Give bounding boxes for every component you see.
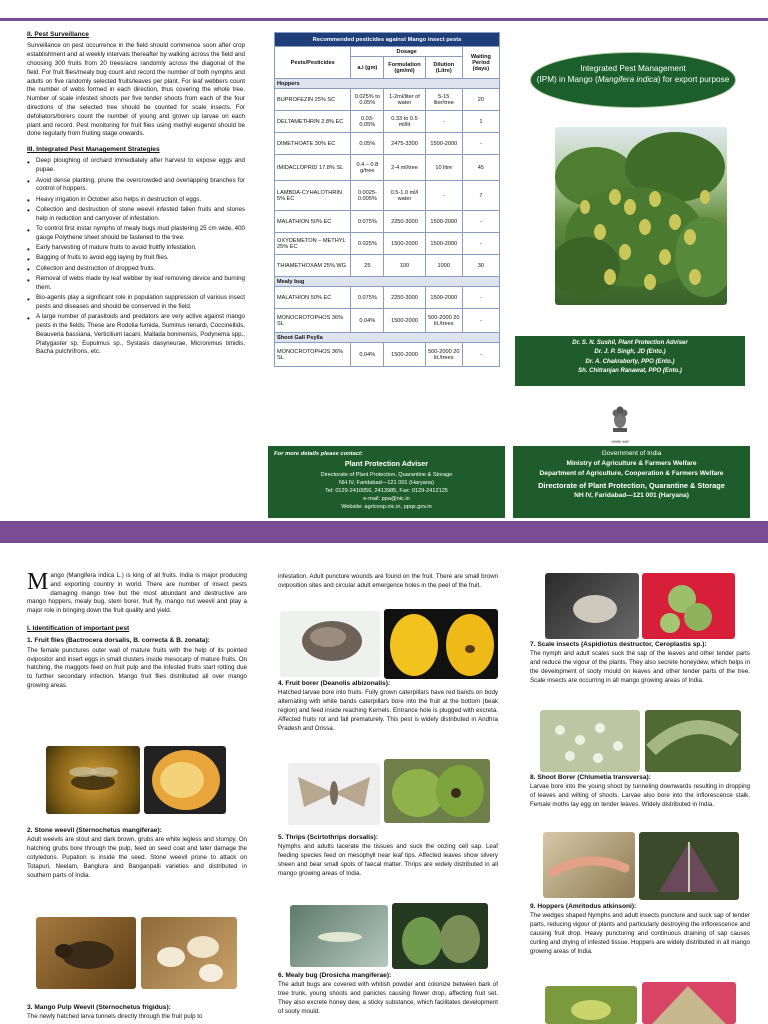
fruit-fly-image (46, 746, 140, 814)
table-row: BUPROFEZIN 25% SC 0.025% to 0.05% 1-2ml/liter of water 5-15 liter/tree 20 (275, 89, 500, 111)
contact-website: Website: agricoop.nic.in, ppqs.gov.in (341, 504, 432, 511)
pest-title-scale-insects: 7. Scale insects (Aspidiotus destructor, Ceroplastis sp.): (530, 641, 707, 648)
table-row: MONOCROTOPHOS 36% SL 0.04% 1500-2000 500-2000 20 lit./trees - (275, 343, 500, 367)
top-divider (0, 18, 768, 21)
contact-name: Plant Protection Adviser (344, 459, 429, 469)
scale-fruit-image (642, 573, 735, 639)
gov-line: Department of Agriculture, Cooperation & Farmers Welfare (539, 470, 724, 478)
shoot-borer-damage-image (639, 832, 739, 900)
scale-insect-image (545, 573, 639, 639)
list-item: • Deep ploughing of orchard immediately after harvest to expose eggs and pupae. (27, 157, 245, 175)
government-box (513, 446, 750, 518)
col-dilution: Dilution (Litre) (425, 57, 462, 79)
contact-line: Tel: 0129-2410056, 2413985, Fax: 0129-2412125 (325, 488, 448, 495)
fruit-borer-moth-image (288, 763, 380, 825)
hopper-inflorescence-photo (642, 982, 736, 1024)
list-item: • Collection and destruction of stone weevil infested fallen fruits and stones help in reduction and carryover of infestation. (27, 206, 245, 224)
identification-heading: I. Identification of important pest (27, 624, 130, 632)
table-row: LAMBDA-CYHALOTHRIN 5% EC 0.0025-0.005% 0.5-1.0 ml/l water - 7 (275, 181, 500, 211)
bottom-col-mid-3 (278, 833, 498, 882)
list-item: • A large number of parasitoids and predators are very active against mango pests in the fields. These are Rodolia fumida, Suminus renardi, Coccinellids, Beauveria bassiana, Verticilium lacani, Mallada boninensis, Podynema spp., Platygaster sp, Eupulmus sp., Systasis dasyneurae, Micronimus timidis, Bacha pulchrifrons, etc. (27, 313, 245, 357)
pest-title-shoot-borer: 8. Shoot Borer (Chlumetia transversa): (530, 774, 651, 781)
scale-branch-image (645, 710, 741, 772)
pest-title-thrips: 5. Thrips (Scirtothrips dorsalis): (278, 834, 379, 841)
table-title: Recommended pesticides against Mango insect pests (275, 33, 500, 47)
table-row: THIAMETHOXAM 25% WG 25 100 1000 30 (275, 255, 500, 277)
bottom-col-right-3 (530, 902, 750, 959)
pest-text-stone-weevil: Adult weevils are stout and dark brown, grubs are white legless and stumpy. On hatching grubs bore through the pulp, feed on seed coat and later damage the cotyledons. Pupation is inside the seed. Stone weevil prone to attack on Totapuri, Neelam, Banglura and Banganpalli varieties and distributed in southern parts of India. (27, 836, 247, 879)
thrips-image (290, 905, 388, 967)
list-item: • To control first instar nymphs of mealy bugs mud plastering 25 cm wide, 400 gauge Polythene sheet should be fastened to the tree. (27, 225, 245, 243)
col-formulation: Formulation (gm/ml) (384, 57, 426, 79)
pest-title-stone-weevil: 2. Stone weevil (Sternochetus mangiferae): (27, 827, 162, 834)
weevil-grubs-image (141, 917, 237, 989)
gov-line: Directorate of Plant Protection, Quarantine & Storage (538, 480, 725, 490)
list-item: • Heavy irrigation in October also helps in destruction of eggs. (27, 196, 245, 205)
hopper-image (545, 986, 637, 1024)
col-pest: Pests/Pesticides (275, 47, 351, 79)
fruit-fly-photo (46, 746, 140, 814)
shoot-borer-larva-image (543, 832, 635, 898)
pest-title-mealy-bug: 6. Mealy bug (Drosicha mangiferae): (278, 972, 392, 979)
list-item: • Early harvesting of mature fruits to avoid fruitfly infestation. (27, 244, 245, 253)
pest-text-thrips: Nymphs and adults lacerate the tissues and suck the oozing cell sap. Leaf feeding species feed on mesophyll near leaf tips. Affected leaves show silvery sheen and bear small spots of faecal matter. Thrips are widely distributed in all mango growing areas of India. (278, 843, 498, 877)
fold-band (0, 521, 768, 543)
contact-box (268, 446, 505, 518)
author: Dr. S. N. Sushil, Plant Protection Adviser (572, 340, 688, 346)
pest-title-pulp-weevil: 3. Mango Pulp Weevil (Sternochetus frigidus): (27, 1004, 171, 1011)
table-row: MONOCROTOPHOS 36% SL 0.04% 1500-2000 500-2000 20 lit./trees - (275, 309, 500, 333)
infested-mango-photo (144, 746, 226, 814)
table-row: MALATHION 50% EC 0.075% 2250-3000 1500-2000 - (275, 211, 500, 233)
pest-title-fruit-borer: 4. Fruit borer (Deanolis albizonalis): (278, 680, 391, 687)
pest-text-shoot-borer: Larvae bore into the young shoot by tunneling downwards resulting in dropping of leaves and wilting of shoots. Larvae also bore into the inflorescence stalk. Female moths lay egg on tender leaves. Widely distributed in India. (530, 783, 750, 808)
col-waiting: Waiting Period (days) (462, 47, 499, 79)
list-item: • Avoid dense planting, prune the overcrowded and overlapping branches for control of hoppers. (27, 177, 245, 195)
list-item: • Removal of webs made by leaf webber by leaf removing device and burning them. (27, 275, 245, 293)
pulp-weevil-photo (280, 611, 380, 677)
fruit-borer-damage-photo (384, 759, 490, 823)
bottom-col-mid (278, 573, 498, 594)
section-mealy-bug: Mealy bug (275, 277, 500, 287)
weevil-grubs-photo (141, 917, 237, 989)
scale-insect-photo (545, 573, 639, 639)
stone-weevil-image (36, 917, 136, 989)
bottom-col-right (530, 640, 750, 689)
infested-mango-image (144, 746, 226, 814)
bottom-col-left-3 (27, 1003, 247, 1024)
table-row: MALATHION 50% EC 0.075% 2250-3000 1500-2000 - (275, 287, 500, 309)
gov-line: Government of India (601, 450, 662, 457)
authors-box (515, 336, 745, 386)
pest-title-fruit-flies: 1. Fruit flies (Bactrocera dorsalis, B. correcta & B. zonata): (27, 637, 210, 645)
emblem-icon (609, 404, 631, 436)
contact-line: Directorate of Plant Protection, Quarantine & Storage (320, 471, 453, 478)
list-item: • Bio-agents play a significant role in population suppression of various insect pests and diseases and should be conserved in the field. (27, 294, 245, 312)
contact-email: e-mail: ppa@nic.in (363, 496, 410, 503)
section-hoppers: Hoppers (275, 79, 500, 89)
pesticide-table (274, 32, 500, 367)
mango-cut-image (384, 609, 498, 679)
pest-text-hoppers: The wedges shaped Nymphs and adult insects puncture and suck sap of tender parts, reducing vigour of plants and particularly destroying the inflorescence and causing fruit drop. Heavy puncturing and continuous draining of sap causes curling and drying of infested tissue. Hoppers are widely distributed in all mango growing areas of India. (530, 912, 750, 955)
table-row: DIMETHOATE 30% EC 0.05% 2475-3300 1500-2000 - (275, 133, 500, 155)
contact-line: NH IV, Faridabad—121 001 (Haryana) (339, 479, 434, 486)
fruit-borer-moth-photo (288, 763, 380, 825)
thrips-fruit-image (392, 903, 488, 969)
fruit-borer-damage-image (384, 759, 490, 823)
mango-tree-photo (555, 127, 727, 305)
shoot-borer-damage-photo (639, 832, 739, 900)
ipm-strategies-heading: III. Integrated Pest Management Strategies (27, 146, 160, 154)
bottom-col-mid-4 (278, 971, 498, 1020)
table-row: OXYDEMETON – METHYL 25% EC 0.025% 1500-2000 1500-2000 - (275, 233, 500, 255)
bottom-col-mid-2 (278, 679, 498, 736)
scale-leaf-image (540, 710, 640, 772)
author: Dr. A. Chakraborty, PPO (Ento.) (585, 358, 675, 365)
pest-title-hoppers: 9. Hoppers (Amritodus atkinsoni): (530, 903, 637, 910)
pest-text-fruit-flies: The female punctures outer wall of mature fruits with the help of its pointed ovipositor and insert eggs in small clusters inside mesocarp of mature fruits. On hatching, the maggots feed on fruit pulp and the infested fruits start rotting due to further secondary infection. Mango fruit flies distributed all over mango growing areas. (27, 646, 247, 689)
surveillance-panel (27, 30, 245, 359)
bottom-col-right-2 (530, 773, 750, 813)
thrips-fruit-photo (392, 903, 488, 969)
col-ai: a.i (gm) (351, 57, 384, 79)
emblem-motto: सत्यमेव जयते (611, 440, 629, 444)
scale-branch-photo (645, 710, 741, 772)
pest-text-mealy-bug: The adult bugs are covered with whitish powder and colonize between bark of tree trunk, young shoots and panicles causing flower drop, affecting fruit set. They also excrete honey dew, a sticky substance, which facilitates development of sooty mould. (278, 981, 498, 1015)
shoot-borer-larva-photo (543, 832, 635, 898)
table-row: IMIDACLOPRID 17.8% SL 0.4 – 0.8 g/tree 2-4 ml/tree 10 litre 45 (275, 155, 500, 181)
stone-weevil-photo (36, 917, 136, 989)
scale-fruit-photo (642, 573, 735, 639)
pest-text-fruit-borer: Hatched larvae bore into fruits. Fully grown caterpillars have red bands on body alternating with white bands caterpillars bore into the fruit at the bottom (beak region) and feed inside reaching Kernels. Entrance hole is plugged with excreta. Affected fruits rot and fall prematurely. This pest is widely distributed in Andhra Pradesh and Orissa. (278, 689, 498, 732)
cover-title: Integrated Pest Management (IPM) in Mango (Mangifera indica) for export purpose (530, 52, 736, 108)
national-emblem (606, 404, 634, 444)
section-shoot-gall: Shoot Gall Psylla (275, 333, 500, 343)
intro-paragraph: Mango (Mangifera indica L.) is king of all fruits. India is major producing and exporting country in world. There are number of insect pests damaging mango tree but the most abundant and destructive are mango hoppers, mealy bug, stem borer, fruit fly, mango nut weevil and play a major role in bringing down the fruit quality and yield. (27, 569, 247, 615)
gov-line: Ministry of Agriculture & Farmers Welfare (566, 460, 697, 468)
intro-dropcap: M (27, 569, 49, 595)
list-item: • Bagging of fruits to avoid egg laying by fruit flies. (27, 254, 245, 263)
list-item: • Collection and destruction of dropped fruits. (27, 265, 245, 274)
table-row: DELTAMETHRIN 2.8% EC 0.03-0.05% 0.33 to 0.5 ml/lit - 1 (275, 111, 500, 133)
author: Dr. J. P. Singh, JD (Ento.) (594, 349, 666, 356)
mango-tree-image (555, 127, 727, 305)
pest-text-scale-insects: The nymph and adult scales suck the sap of the leaves and other tender parts and reduce the vigour of the plants. They also secrete honeydew, which helps in the development of sooty mould on leaves and other tender parts of the tree. Scale insects are occurring in all mango growing areas of India. (530, 650, 750, 684)
gov-line: NH IV, Faridabad—121 001 (Haryana) (574, 492, 689, 500)
hopper-photo (545, 986, 637, 1024)
bottom-col-left (27, 569, 247, 694)
author: Sh. Chitranjan Ranawat, PPO (Ento.) (578, 367, 682, 374)
ipm-strategies-list (27, 157, 245, 357)
contact-intro: For more details please contact: (274, 451, 363, 457)
thrips-photo (290, 905, 388, 967)
pest-text-pulp-weevil: The newly hatched larva tunnels directly through the fruit pulp to (27, 1013, 203, 1021)
pulp-weevil-continued: infestation. Adult puncture wounds are found on the fruit. There are small brown oviposition sites and circular adult emergence holes in the peel of the fruit. (278, 573, 498, 589)
col-dosage: Dosage (351, 47, 462, 57)
mango-cut-photo (384, 609, 498, 679)
hopper-inflorescence-image (642, 982, 736, 1024)
pest-surveillance-heading: II. Pest Surveillance (27, 31, 89, 38)
scale-leaf-photo (540, 710, 640, 772)
pulp-weevil-image (280, 611, 380, 677)
bottom-col-left-2 (27, 826, 247, 883)
pest-surveillance-text: Surveillance on pest occurrence in the field should commence soon after crop establishment and at weekly intervals thereafter by walking across the field and choosing 300 fruits from 20 trees/acre randomly across the diagonal of the field. For fruit flies/mealy bug count and record the number of both nymphs and adults on five randomly selected fruits/leaves per plant. For leaf webbers count the number of webs formed in each direction, thus covering the whole tree. Number of scale infested shoots per five tender shoots from each of the four directions of the selected tree should be counted for scale insects. For defoliators/borers count the number of young and grown up larvae on each plant and record. Pest monitoring for fruit flies using methyl eugenol should be done regularly from fruiting stage onwards. (27, 42, 245, 138)
